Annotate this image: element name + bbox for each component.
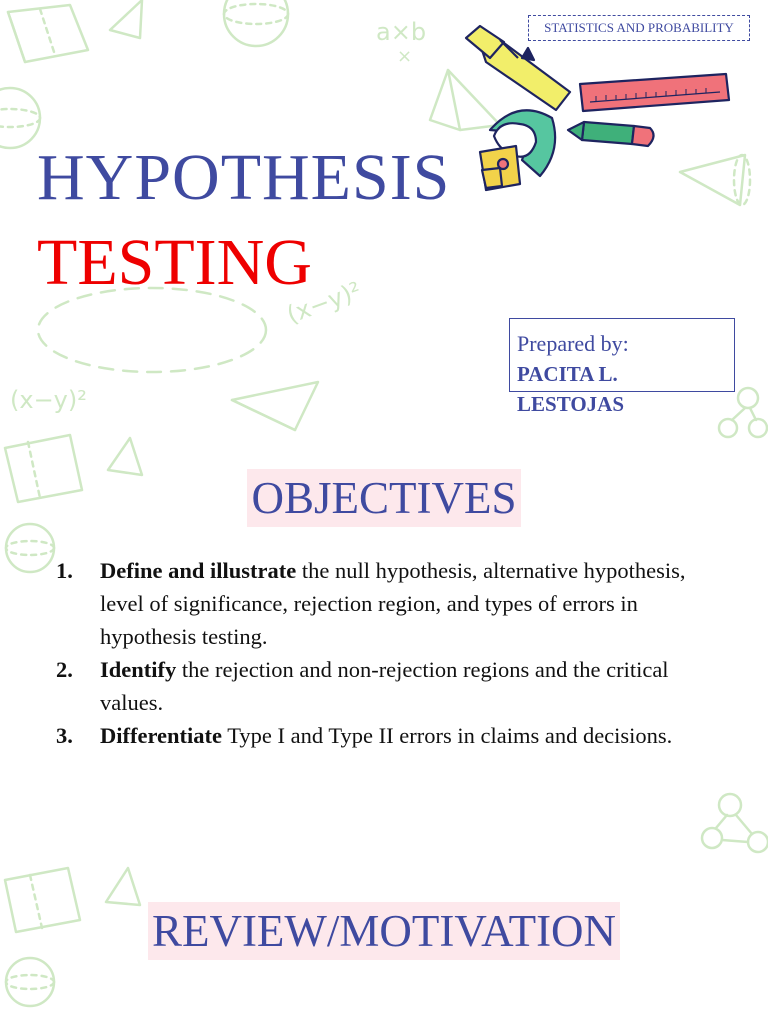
objective-text: the null hypothesis, alternative hypothesis, level of significance, rejection region, and types of errors in hypothesis testing. — [100, 558, 686, 649]
title-line-1: HYPOTHESIS — [37, 141, 451, 214]
title-line-2: TESTING — [37, 226, 312, 299]
prepared-by-label: Prepared by: — [517, 331, 629, 356]
objectives-heading: OBJECTIVES — [247, 469, 520, 527]
objectives-heading-wrap — [0, 469, 768, 527]
review-heading: REVIEW/MOTIVATION — [148, 902, 620, 960]
cube-doodle-icon — [8, 5, 88, 62]
sphere-doodle-icon — [0, 88, 40, 148]
pyramid-doodle-icon — [232, 382, 318, 430]
objective-text: the rejection and non-rejection regions and the critical values. — [100, 657, 669, 715]
cone-doodle-icon — [106, 868, 140, 905]
objective-keyword: Define and illustrate — [100, 558, 297, 583]
prepared-by-box — [509, 318, 735, 416]
sphere-doodle-icon — [224, 0, 288, 46]
review-heading-wrap — [0, 902, 768, 960]
formula-doodle-icon — [376, 18, 426, 67]
objective-number: 2. — [56, 657, 73, 682]
objective-keyword: Differentiate — [100, 723, 223, 748]
crayon-icon — [568, 122, 654, 146]
sphere-doodle-icon — [6, 958, 54, 1006]
objective-number: 3. — [56, 723, 73, 748]
objective-keyword: Identify — [100, 657, 177, 682]
svg-text:×: × — [397, 46, 413, 67]
sharpener-icon — [480, 146, 520, 190]
svg-text:a×b: a×b — [376, 18, 427, 46]
objective-item — [56, 719, 720, 752]
molecule-doodle-icon — [702, 794, 768, 852]
ruler-icon — [580, 74, 729, 111]
author-name-line-2: LESTOJAS — [517, 392, 624, 416]
objective-text: Type I and Type II errors in claims and decisions. — [222, 723, 673, 748]
svg-text:(x−y)²: (x−y)² — [10, 386, 87, 414]
author-name-line-1: PACITA L. — [517, 362, 618, 386]
molecule-doodle-icon — [719, 388, 767, 437]
objective-number: 1. — [56, 558, 73, 583]
objective-item — [56, 653, 720, 719]
objective-item — [56, 554, 720, 653]
objectives-list — [56, 554, 720, 752]
pyramid-doodle-icon — [430, 70, 500, 130]
cone-doodle-icon — [110, 0, 142, 38]
svg-text:(x−y)²: (x−y)² — [283, 276, 365, 330]
cone-doodle-icon — [680, 155, 750, 205]
subject-tag: STATISTICS AND PROBABILITY — [528, 15, 750, 41]
sphere-doodle-icon — [6, 524, 54, 572]
